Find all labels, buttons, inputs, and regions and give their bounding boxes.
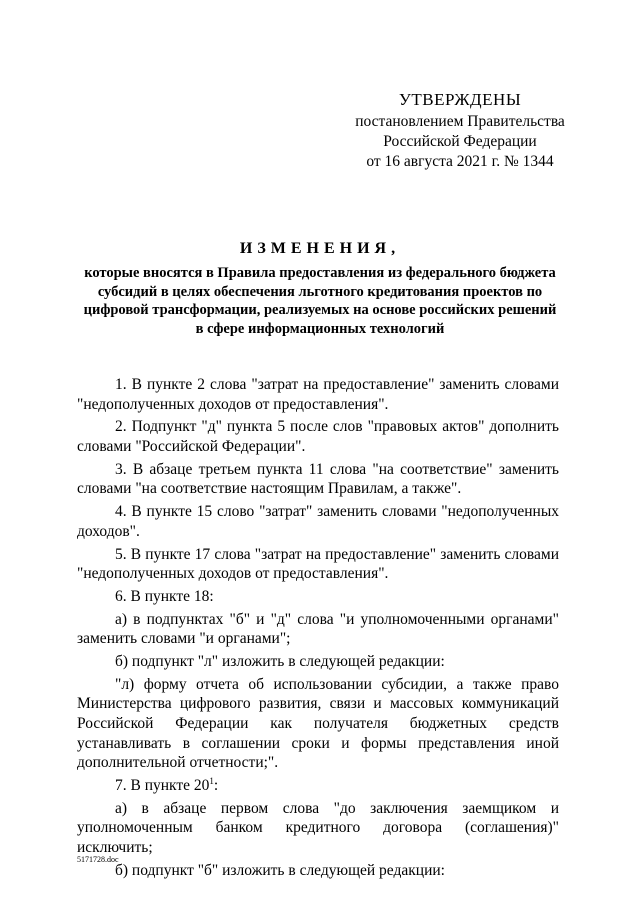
paragraph-6a: а) в подпунктах "б" и "д" слова "и уполномоченными органами" заменить словами "и органами"; bbox=[77, 610, 559, 648]
approved-line-2: Российской Федерации bbox=[383, 133, 537, 150]
paragraph-6: 6. В пункте 18: bbox=[115, 587, 214, 605]
paragraph-6b: б) подпункт "л" изложить в следующей редакции: bbox=[115, 653, 445, 671]
approval-stamp bbox=[330, 90, 590, 172]
paragraph-7b: б) подпункт "б" изложить в следующей редакции: bbox=[115, 861, 445, 879]
paragraph-7-main: 7. В пункте 20 bbox=[115, 776, 210, 794]
paragraph-7-tail: : bbox=[213, 776, 219, 794]
document-subtitle: которые вносятся в Правила предоставления из федерального бюджета субсидий в целях обеспечения льготного кредитования проектов по цифровой трансформации, реализуемых на основе российских решений в сфере информационных технологий bbox=[83, 265, 557, 337]
approved-line-3: от 16 августа 2021 г. № 1344 bbox=[366, 153, 554, 170]
file-name-footer: 5171728.doc bbox=[77, 855, 119, 864]
document-body bbox=[77, 375, 559, 884]
approved-line-1: постановлением Правительства bbox=[355, 113, 565, 130]
paragraph-1: 1. В пункте 2 слова "затрат на предоставление" заменить словами "недополученных доходов от предоставления". bbox=[77, 376, 559, 413]
paragraph-5: 5. В пункте 17 слова "затрат на предоставление" заменить словами "недополученных доходов от предоставления". bbox=[77, 545, 559, 583]
paragraph-6b-text: "л) форму отчета об использовании субсидии, а также право Министерства цифрового развития, связи и массовых коммуникаций Российской Федерации как получателя бюджетных средств устанавливать в соглашении сроки и формы представления иной дополнительной отчетности;". bbox=[77, 675, 559, 772]
paragraph-7a: а) в абзаце первом слова "до заключения заемщиком и уполномоченным банком кредитного договора (соглашения)" исключить; bbox=[77, 799, 559, 856]
document-title: ИЗМЕНЕНИЯ, bbox=[239, 240, 401, 257]
paragraph-2: 2. Подпункт "д" пункта 5 после слов "правовых актов" дополнить словами "Российской Федерации". bbox=[77, 418, 559, 455]
paragraph-7-superscript: 1 bbox=[209, 775, 214, 786]
paragraph-3: 3. В абзаце третьем пункта 11 слова "на соответствие" заменить словами "на соответствие настоящим Правилам, а также". bbox=[77, 460, 559, 498]
paragraph-7 bbox=[77, 776, 559, 796]
approved-heading: УТВЕРЖДЕНЫ bbox=[398, 90, 522, 109]
paragraph-4: 4. В пункте 15 слово "затрат" заменить словами "недополученных доходов". bbox=[77, 503, 559, 540]
